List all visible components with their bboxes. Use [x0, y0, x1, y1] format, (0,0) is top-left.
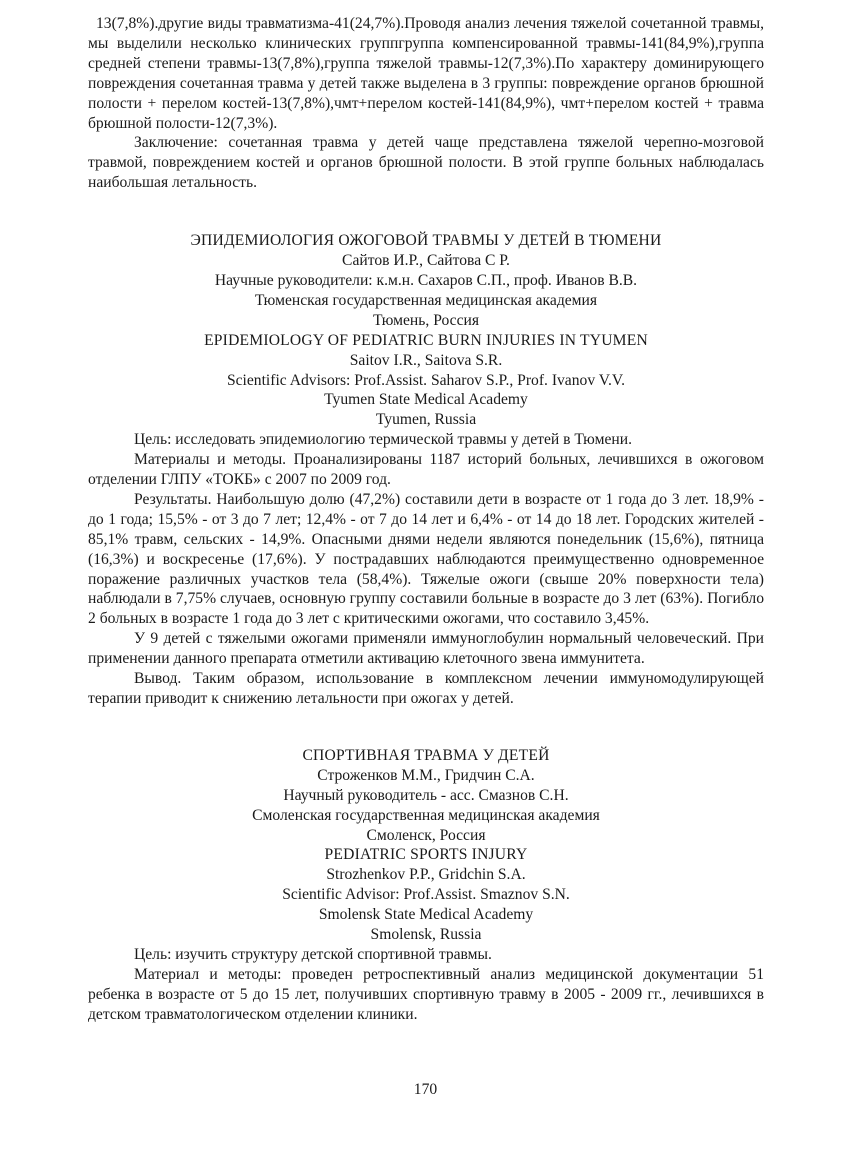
article-authors-ru: Сайтов И.Р., Сайтова С Р. — [342, 252, 510, 270]
article-title-en: EPIDEMIOLOGY OF PEDIATRIC BURN INJURIES IN TYUMEN — [204, 331, 648, 349]
article-title-en: PEDIATRIC SPORTS INJURY — [324, 846, 528, 864]
article-aim: Цель: исследовать эпидемиологию термической травмы у детей в Тюмени. — [134, 431, 632, 449]
intro-paragraph-results: 13(7,8%).другие виды травматизма-41(24,7%).Проводя анализ лечения тяжелой сочетанной травмы, мы выделили несколько клинических группгруппа компенсированной травмы-141(84,9%),группа средней степени травмы-13(7,8%),группа тяжелой травмы-12(7,3%).По характеру доминирующего повреждения сочетанная травма у детей также выделена в 3 группы: повреждение органов брюшной полости + перелом костей-13(7,8%),чмт+перелом костей-141(84,9%), чмт+перелом костей + травма брюшной полости-12(7,3%). — [88, 15, 764, 132]
article-institution-ru: Тюменская государственная медицинская академия — [254, 291, 598, 309]
article-advisor-ru: Научный руководитель - асс. Смазнов С.Н. — [283, 786, 569, 804]
article-advisor-en: Scientific Advisor: Prof.Assist. Smaznov S.N. — [282, 886, 570, 904]
article-authors-en: Saitov I.R., Saitova S.R. — [349, 351, 503, 369]
article-city-en: Smolensk, Russia — [370, 926, 482, 944]
article-institution-en: Tyumen State Medical Academy — [324, 391, 528, 409]
article-institution-en: Smolensk State Medical Academy — [318, 906, 534, 924]
article-title-ru: СПОРТИВНАЯ ТРАВМА У ДЕТЕЙ — [302, 746, 550, 764]
article-title-ru: ЭПИДЕМИОЛОГИЯ ОЖОГОВОЙ ТРАВМЫ У ДЕТЕЙ В ТЮМЕНИ — [190, 232, 662, 250]
page-number: 170 — [413, 1081, 438, 1098]
article-burn-injuries — [88, 231, 764, 709]
article-authors-ru: Строженков М.М., Гридчин С.А. — [317, 766, 535, 784]
section-gap — [88, 212, 764, 231]
article-advisors-ru: Научные руководители: к.м.н. Сахаров С.П., проф. Иванов В.В. — [214, 271, 638, 289]
article-methods: Материалы и методы. Проанализированы 1187 историй больных, лечившихся в ожоговом отделении ГЛПУ «ТОКБ» с 2007 по 2009 год. — [88, 451, 764, 489]
document-page — [88, 14, 764, 1025]
article-conclusion: Вывод. Таким образом, использование в комплексном лечении иммуномодулирующей терапии приводит к снижению летальности при ожогах у детей. — [88, 670, 764, 707]
section-gap — [88, 193, 764, 212]
article-city-ru: Тюмень, Россия — [372, 311, 480, 329]
article-authors-en: Strozhenkov P.P., Gridchin S.A. — [326, 866, 526, 884]
article-methods: Материал и методы: проведен ретроспективный анализ медицинской документации 51 ребенка в возрасте от 5 до 15 лет, получивших спортивную травму в 2005 - 2009 гг., лечившихся в детском травматологическом отделении клиники. — [88, 965, 764, 1023]
article-city-en: Tyumen, Russia — [375, 411, 477, 429]
section-gap — [88, 728, 764, 746]
article-advisors-en: Scientific Advisors: Prof.Assist. Saharov S.P., Prof. Ivanov V.V. — [226, 371, 626, 389]
article-results: Результаты. Наибольшую долю (47,2%) составили дети в возрасте от 1 года до 3 лет. 18,9% - до 1 года; 15,5% - от 3 до 7 лет; 12,4% - от 7 до 14 лет и 6,4% - от 14 до 18 лет. Городских жителей - 85,1% травм, сельских - 14,9%. Опасными днями недели являются понедельник (15,6%), пятница (16,3%) и воскресенье (17,6%). У пострадавших наблюдаются преимущественно одновременное поражение различных участков тела (58,4%). Тяжелые ожоги (свыше 20% поверхности тела) наблюдали в 7,75% случаев, основную группу составили больные в возрасте до 3 лет (63%). Погибло 2 больных в возрасте 1 года до 3 лет с критическими ожогами, что составило 3,45%. — [88, 490, 764, 628]
article-sports-injury — [88, 746, 764, 1025]
article-institution-ru: Смоленская государственная медицинская академия — [252, 806, 600, 824]
article-city-ru: Смоленск, Россия — [366, 826, 486, 844]
article-aim: Цель: изучить структуру детской спортивной травмы. — [134, 945, 492, 963]
article-immunotherapy: У 9 детей с тяжелыми ожогами применяли иммуноглобулин нормальный человеческий. При применении данного препарата отметили активацию клеточного звена иммунитета. — [88, 630, 764, 668]
intro-paragraph-conclusion: Заключение: сочетанная травма у детей чаще представлена тяжелой черепно-мозговой травмой, повреждением костей и органов брюшной полости. В этой группе больных наблюдалась наибольшая летальность. — [88, 134, 764, 192]
section-gap — [88, 709, 764, 728]
